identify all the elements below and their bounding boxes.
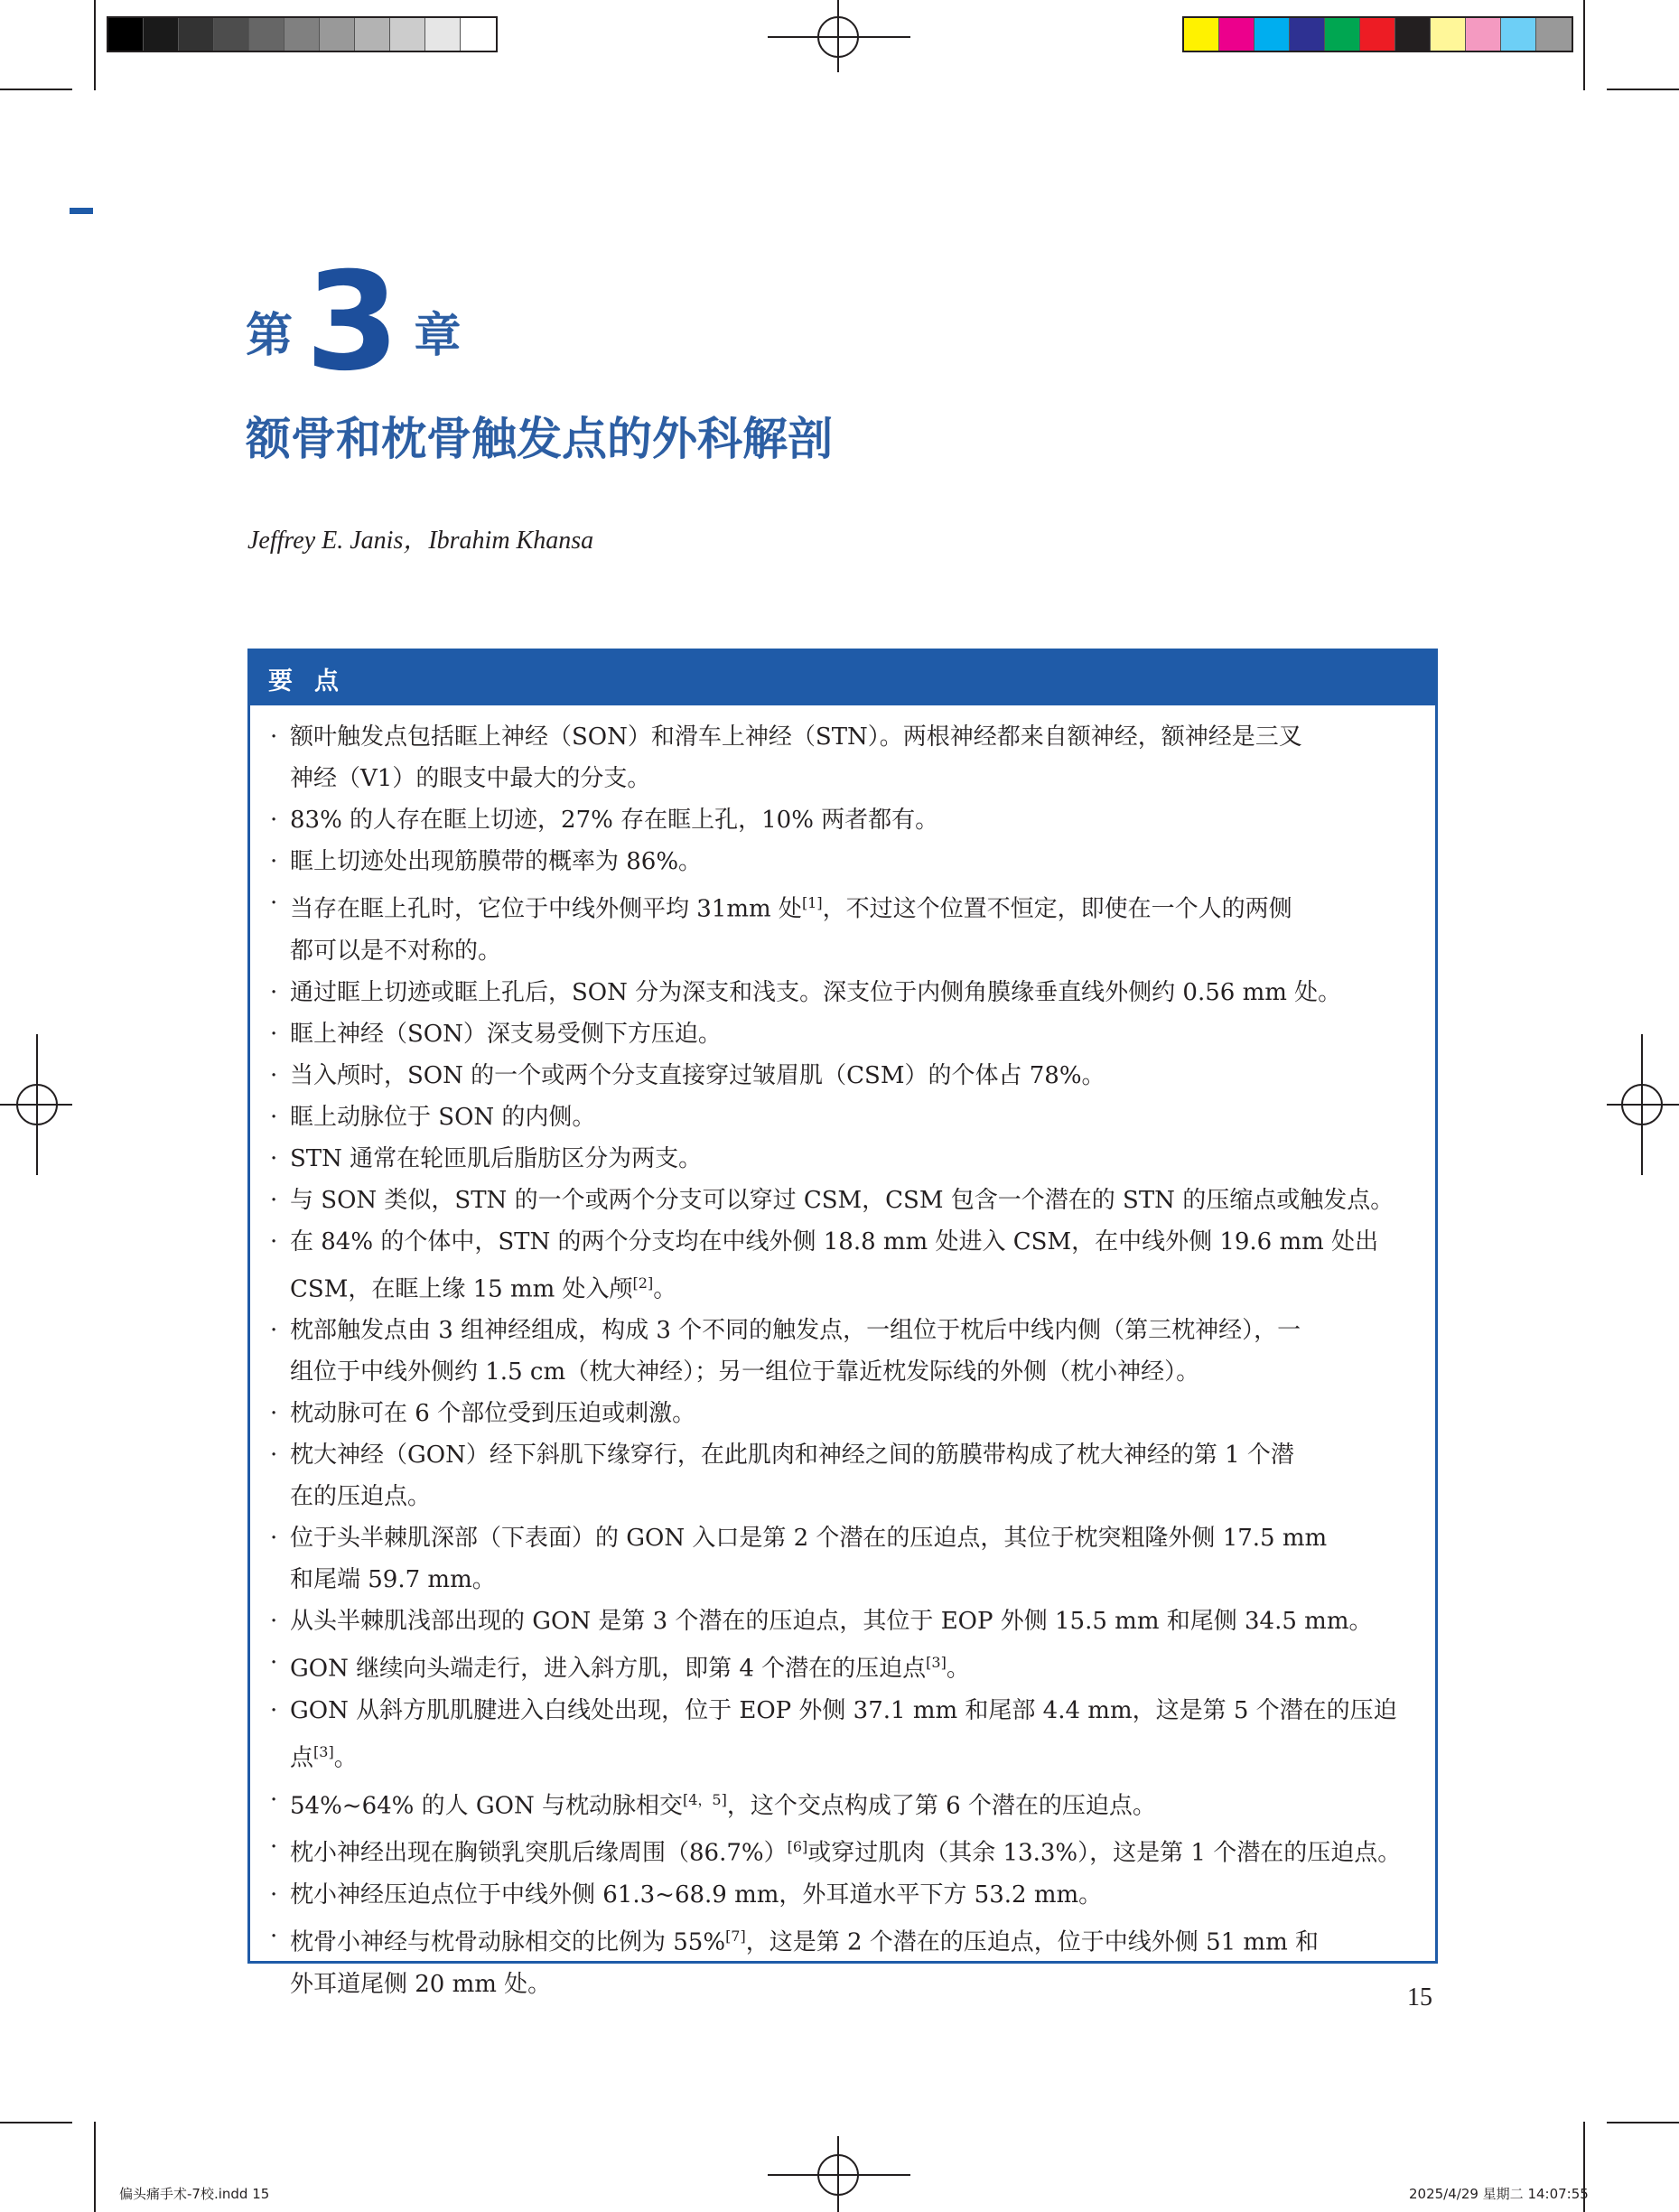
- key-point-item: [263, 1601, 1421, 1642]
- key-point-text: GON 从斜方肌肌腱进入白线处出现，位于 EOP 外侧 37.1 mm 和尾部 4.4 mm，这是第 5 个潜在的压迫: [290, 1696, 1397, 1724]
- chapter-suffix: 章: [414, 309, 462, 363]
- key-point-item: [263, 799, 1421, 841]
- key-point-item: [263, 1779, 1421, 1827]
- citation-ref: [2]: [632, 1274, 654, 1292]
- key-point-item: [263, 716, 1421, 799]
- key-point-item: [263, 882, 1421, 972]
- key-point-item: [263, 1916, 1421, 2005]
- key-point-text: 枕大神经（GON）经下斜肌下缘穿行，在此肌肉和神经之间的筋膜带构成了枕大神经的第 1 个潜: [290, 1442, 1294, 1470]
- key-point-text: 组位于中线外侧约 1.5 cm（枕大神经）；另一组位于靠近枕发际线的外侧（枕小神经）。: [290, 1358, 1200, 1386]
- key-point-text: 位于头半棘肌深部（下表面）的 GON 入口是第 2 个潜在的压迫点，其位于枕突粗隆外侧 17.5 mm: [290, 1525, 1328, 1553]
- key-point-item: [263, 1874, 1421, 1916]
- citation-ref: [6]: [787, 1838, 808, 1856]
- bullet-marker: ·: [270, 1608, 278, 1636]
- key-point-item: [263, 1434, 1421, 1517]
- bullet-marker: ·: [270, 1020, 278, 1048]
- bullet-marker: ·: [270, 807, 278, 834]
- bullet-marker: ·: [270, 1525, 278, 1553]
- key-point-text: 点: [290, 1744, 314, 1772]
- bullet-marker: ·: [270, 1317, 278, 1345]
- key-point-item: [263, 1393, 1421, 1434]
- bullet-marker: ·: [270, 890, 278, 917]
- key-point-text: 枕骨小神经与枕骨动脉相交的比例为 55%: [290, 1928, 726, 1956]
- bullet-marker: ·: [270, 723, 278, 751]
- key-point-text: 在的压迫点。: [290, 1483, 432, 1511]
- key-point-text: 神经（V1）的眼支中最大的分支。: [290, 765, 651, 792]
- key-point-text: 从头半棘肌浅部出现的 GON 是第 3 个潜在的压迫点，其位于 EOP 外侧 15.5 mm 和尾侧 34.5 mm。: [290, 1608, 1373, 1636]
- key-point-text: 枕小神经压迫点位于中线外侧 61.3~68.9 mm，外耳道水平下方 53.2 mm。: [290, 1881, 1103, 1909]
- key-points-header: 要点: [250, 651, 1435, 705]
- process-color-bar: [1182, 16, 1573, 52]
- key-point-item: [263, 972, 1421, 1013]
- key-point-text: 。: [653, 1275, 677, 1303]
- bullet-marker: ·: [270, 1144, 278, 1172]
- key-point-text: 都可以是不对称的。: [290, 937, 502, 965]
- chapter-title: 额骨和枕骨触发点的外科解剖: [246, 412, 833, 465]
- chapter-number: 3: [305, 244, 398, 401]
- footer-timestamp: 2025/4/29 星期二 14:07:55: [1409, 2186, 1589, 2202]
- key-point-text: 当存在眶上孔时，它位于中线外侧平均 31mm 处: [290, 895, 802, 923]
- key-point-item: [263, 841, 1421, 882]
- key-points-box: [247, 649, 1438, 1998]
- bullet-marker: ·: [270, 848, 278, 875]
- key-point-text: 与 SON 类似，STN 的一个或两个分支可以穿过 CSM，CSM 包含一个潜在的 STN 的压缩点或触发点。: [290, 1186, 1395, 1214]
- key-point-text: 或穿过肌肉（其余 13.3%），这是第 1 个潜在的压迫点。: [807, 1839, 1402, 1867]
- chapter-heading: [246, 244, 462, 401]
- key-point-text: 额叶触发点包括眶上神经（SON）和滑车上神经（STN）。两根神经都来自额神经，额神经是三叉: [290, 723, 1302, 751]
- bullet-marker: ·: [270, 1186, 278, 1214]
- bullet-marker: ·: [270, 1834, 278, 1862]
- key-point-text: 。: [333, 1744, 358, 1772]
- page-number: 15: [1407, 1983, 1432, 2011]
- bullet-marker: ·: [270, 1881, 278, 1909]
- key-point-item: [263, 1180, 1421, 1221]
- key-point-text: 枕部触发点由 3 组神经组成，构成 3 个不同的触发点，一组位于枕后中线内侧（第三枕神经），一: [290, 1317, 1301, 1345]
- key-point-text: 枕小神经出现在胸锁乳突肌后缘周围（86.7%）: [290, 1839, 788, 1867]
- key-point-item: [263, 1310, 1421, 1393]
- citation-ref: [3]: [313, 1742, 334, 1760]
- key-point-text: 54%~64% 的人 GON 与枕动脉相交: [290, 1792, 683, 1820]
- bullet-marker: ·: [270, 1649, 278, 1677]
- key-point-text: ，这个交点构成了第 6 个潜在的压迫点。: [726, 1792, 1156, 1820]
- key-point-item: [263, 1221, 1421, 1311]
- citation-ref: [1]: [801, 894, 823, 911]
- citation-ref: [3]: [926, 1654, 947, 1672]
- key-point-text: ，不过这个位置不恒定，即使在一个人的两侧: [822, 895, 1292, 923]
- key-point-text: 在 84% 的个体中，STN 的两个分支均在中线外侧 18.8 mm 处进入 CSM，在中线外侧 19.6 mm 处出: [290, 1227, 1379, 1255]
- footer-file-info: 偏头痛手术-7校.indd 15: [119, 2186, 270, 2202]
- citation-ref: [7]: [725, 1927, 746, 1945]
- key-point-text: 。: [946, 1655, 970, 1683]
- bullet-marker: ·: [270, 1696, 278, 1724]
- key-point-text: 和尾端 59.7 mm。: [290, 1566, 496, 1594]
- key-point-item: [263, 1517, 1421, 1601]
- key-point-item: [263, 1055, 1421, 1097]
- bullet-marker: ·: [270, 978, 278, 1006]
- bullet-marker: ·: [270, 1442, 278, 1470]
- key-points-list: [250, 705, 1435, 2005]
- key-point-text: 通过眶上切迹或眶上孔后，SON 分为深支和浅支。深支位于内侧角膜缘垂直线外侧约 0.56 mm 处。: [290, 978, 1342, 1006]
- key-point-text: 眶上切迹处出现筋膜带的概率为 86%。: [290, 848, 703, 875]
- key-point-text: GON 继续向头端走行，进入斜方肌，即第 4 个潜在的压迫点: [290, 1655, 927, 1683]
- grayscale-color-bar: [107, 16, 498, 52]
- citation-ref: [4，5]: [683, 1790, 727, 1808]
- key-point-item: [263, 1138, 1421, 1180]
- bullet-marker: ·: [270, 1400, 278, 1428]
- bullet-marker: ·: [270, 1922, 278, 1950]
- key-point-text: 外耳道尾侧 20 mm 处。: [290, 1970, 552, 1998]
- key-point-text: CSM，在眶上缘 15 mm 处入颅: [290, 1275, 633, 1303]
- key-point-item: [263, 1690, 1421, 1779]
- key-point-text: 83% 的人存在眶上切迹，27% 存在眶上孔，10% 两者都有。: [290, 807, 939, 834]
- key-point-text: 眶上动脉位于 SON 的内侧。: [290, 1103, 596, 1131]
- bullet-marker: ·: [270, 1227, 278, 1255]
- key-point-item: [263, 1013, 1421, 1055]
- key-point-item: [263, 1642, 1421, 1690]
- key-point-text: 当入颅时，SON 的一个或两个分支直接穿过皱眉肌（CSM）的个体占 78%。: [290, 1061, 1105, 1089]
- bullet-marker: ·: [270, 1786, 278, 1814]
- key-point-item: [263, 1826, 1421, 1874]
- key-point-item: [263, 1097, 1421, 1138]
- chapter-authors: Jeffrey E. Janis，Ibrahim Khansa: [247, 527, 594, 555]
- key-point-text: STN 通常在轮匝肌后脂肪区分为两支。: [290, 1144, 703, 1172]
- key-point-text: 枕动脉可在 6 个部位受到压迫或刺激。: [290, 1400, 696, 1428]
- key-point-text: 眶上神经（SON）深支易受侧下方压迫。: [290, 1020, 722, 1048]
- chapter-side-marker: [70, 208, 93, 214]
- chapter-prefix: 第: [246, 309, 294, 363]
- bullet-marker: ·: [270, 1061, 278, 1089]
- key-point-text: ，这是第 2 个潜在的压迫点，位于中线外侧 51 mm 和: [745, 1928, 1319, 1956]
- bullet-marker: ·: [270, 1103, 278, 1131]
